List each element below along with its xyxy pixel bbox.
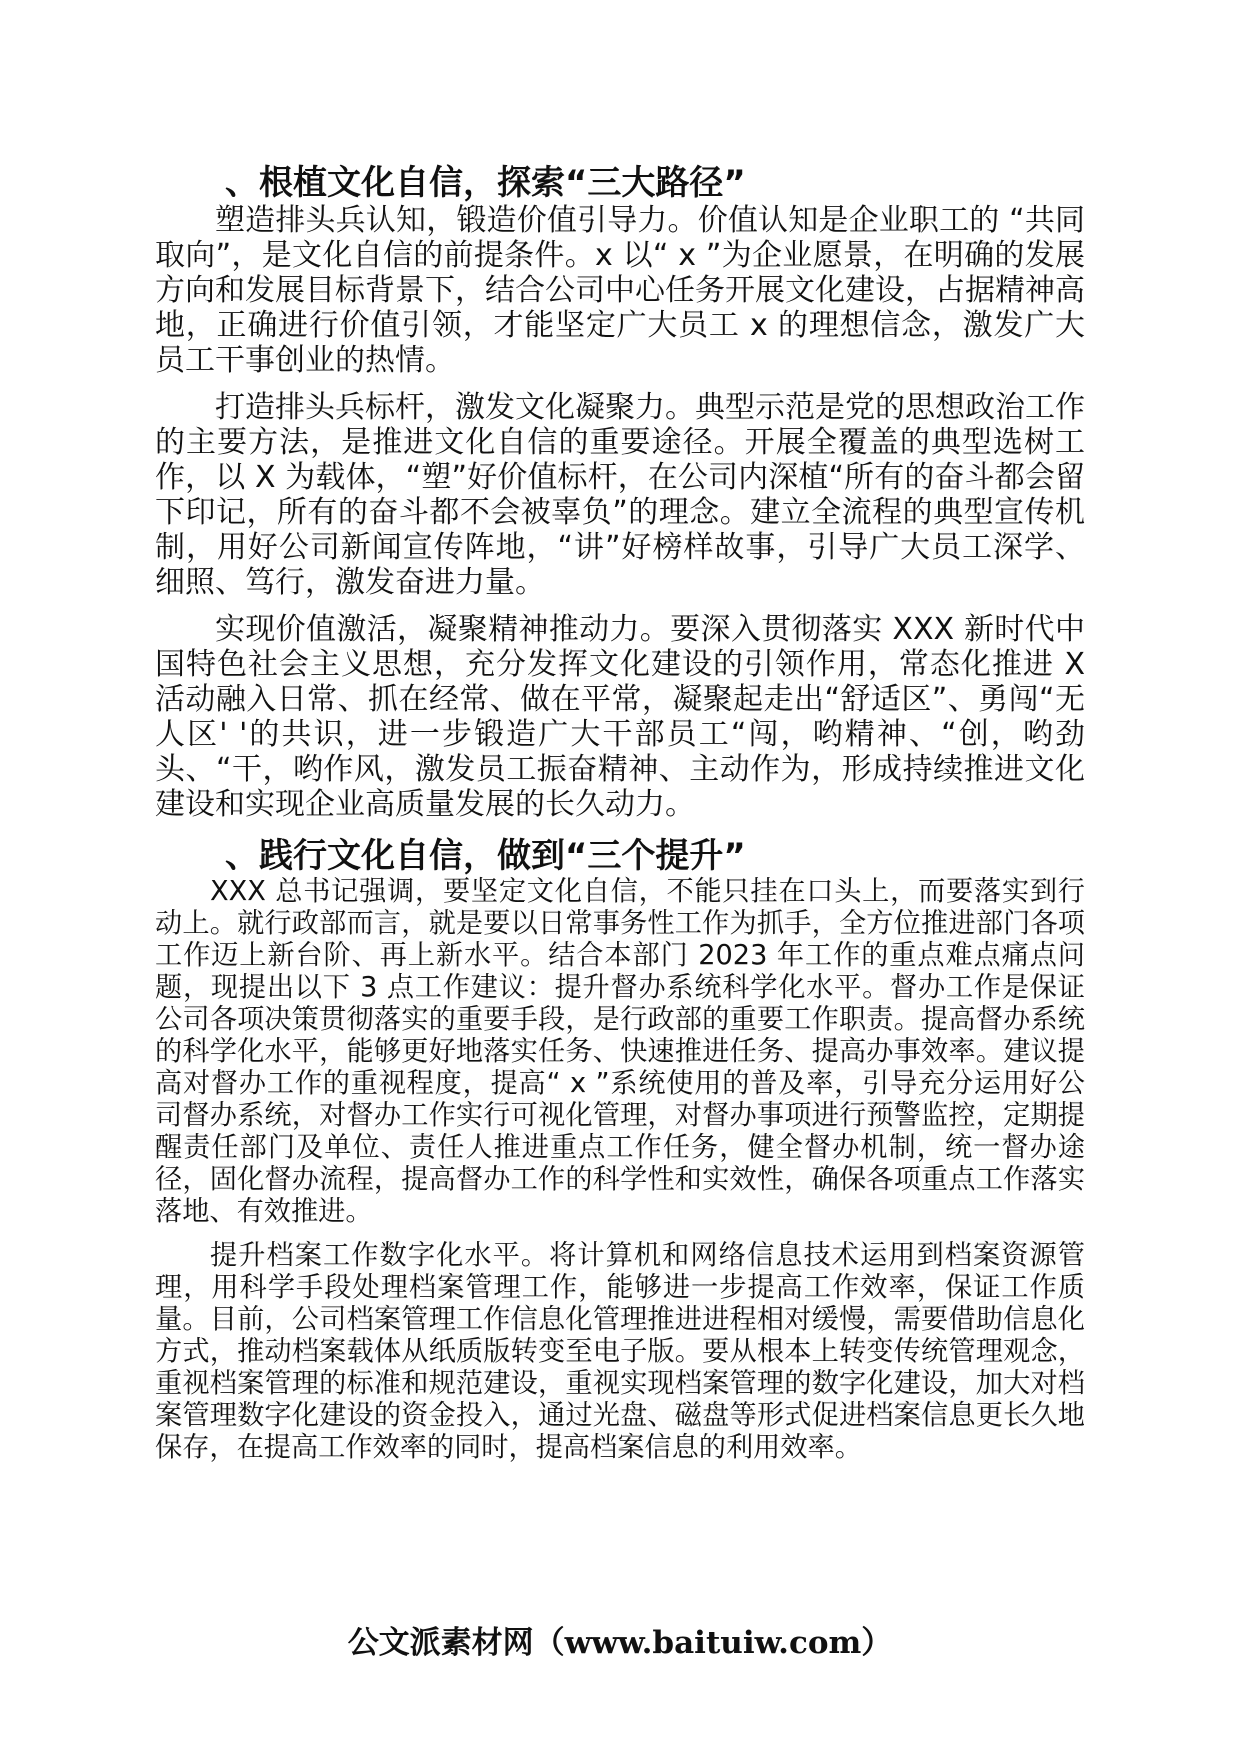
paragraph-benchmark-cohesion: 打造排头兵标杆，激发文化凝聚力。典型示范是党的思想政治工作的主要方法，是推进文化自信的重要途径。开展全覆盖的典型选树工作，以 X 为载体，“塑”好价值标杆，在公司内深植“所有的奋斗都会留下印记，所有的奋斗都不会被辜负”的理念。建立全流程的典型宣传机制，用好公司新闻宣传阵地，“讲”好榜样故事，引导广大员工深学、细照、笃行，激发奋进力量。 bbox=[155, 390, 1085, 600]
paragraph-archive-digitization: 提升档案工作数字化水平。将计算机和网络信息技术运用到档案资源管理，用科学手段处理档案管理工作，能够进一步提高工作效率，保证工作质量。目前，公司档案管理工作信息化管理推进进程相对缓慢，需要借助信息化方式，推动档案载体从纸质版转变至电子版。要从根本上转变传统管理观念，重视档案管理的标准和规范建设，重视实现档案管理的数字化建设，加大对档案管理数字化建设的资金投入，通过光盘、磁盘等形式促进档案信息更长久地保存，在提高工作效率的同时，提高档案信息的利用效率。 bbox=[155, 1240, 1085, 1463]
paragraph-value-cognition: 塑造排头兵认知，锻造价值引导力。价值认知是企业职工的 “共同取向”，是文化自信的前提条件。x 以“ x ”为企业愿景，在明确的发展方向和发展目标背景下，结合公司中心任务开展文化建设，占据精神高地，正确进行价值引领，才能坚定广大员工 x 的理想信念，激发广大员工干事创业的热情。 bbox=[155, 203, 1085, 378]
document-body bbox=[155, 163, 1085, 1464]
paragraph-value-activation: 实现价值激活，凝聚精神推动力。要深入贯彻落实 XXX 新时代中国特色社会主义思想，充分发挥文化建设的引领作用，常态化推进 X 活动融入日常、抓在经常、做在平常，凝聚起走出“舒适区”、勇闯“无人区' '的共识，进一步锻造广大干部员工“闯，哟精神、“创，哟劲头、“干，哟作风，激发员工振奋精神、主动作为，形成持续推进文化建设和实现企业高质量发展的长久动力。 bbox=[155, 612, 1085, 822]
paragraph-supervision-system: XXX 总书记强调，要坚定文化自信，不能只挂在口头上，而要落实到行动上。就行政部而言，就是要以日常事务性工作为抓手，全方位推进部门各项工作迈上新台阶、再上新水平。结合本部门 2023 年工作的重点难点痛点问题，现提出以下 3 点工作建议：提升督办系统科学化水平。督办工作是保证公司各项决策贯彻落实的重要手段，是行政部的重要工作职责。提高督办系统的科学化水平，能够更好地落实任务、快速推进任务、提高办事效率。建议提高对督办工作的重视程度，提高“ x ”系统使用的普及率，引导充分运用好公司督办系统，对督办工作实行可视化管理，对督办事项进行预警监控，定期提醒责任部门及单位、责任人推进重点工作任务，健全督办机制，统一督办途径，固化督办流程，提高督办工作的科学性和实效性，确保各项重点工作落实落地、有效推进。 bbox=[155, 876, 1085, 1227]
section-heading-culture-confidence-paths: 、根植文化自信，探索“三大路径” bbox=[225, 163, 746, 203]
footer-source-watermark: 公文派素材网（www.baituiw.com） bbox=[347, 1625, 893, 1661]
section-heading-practice-three-improvements: 、践行文化自信，做到“三个提升” bbox=[225, 836, 746, 876]
